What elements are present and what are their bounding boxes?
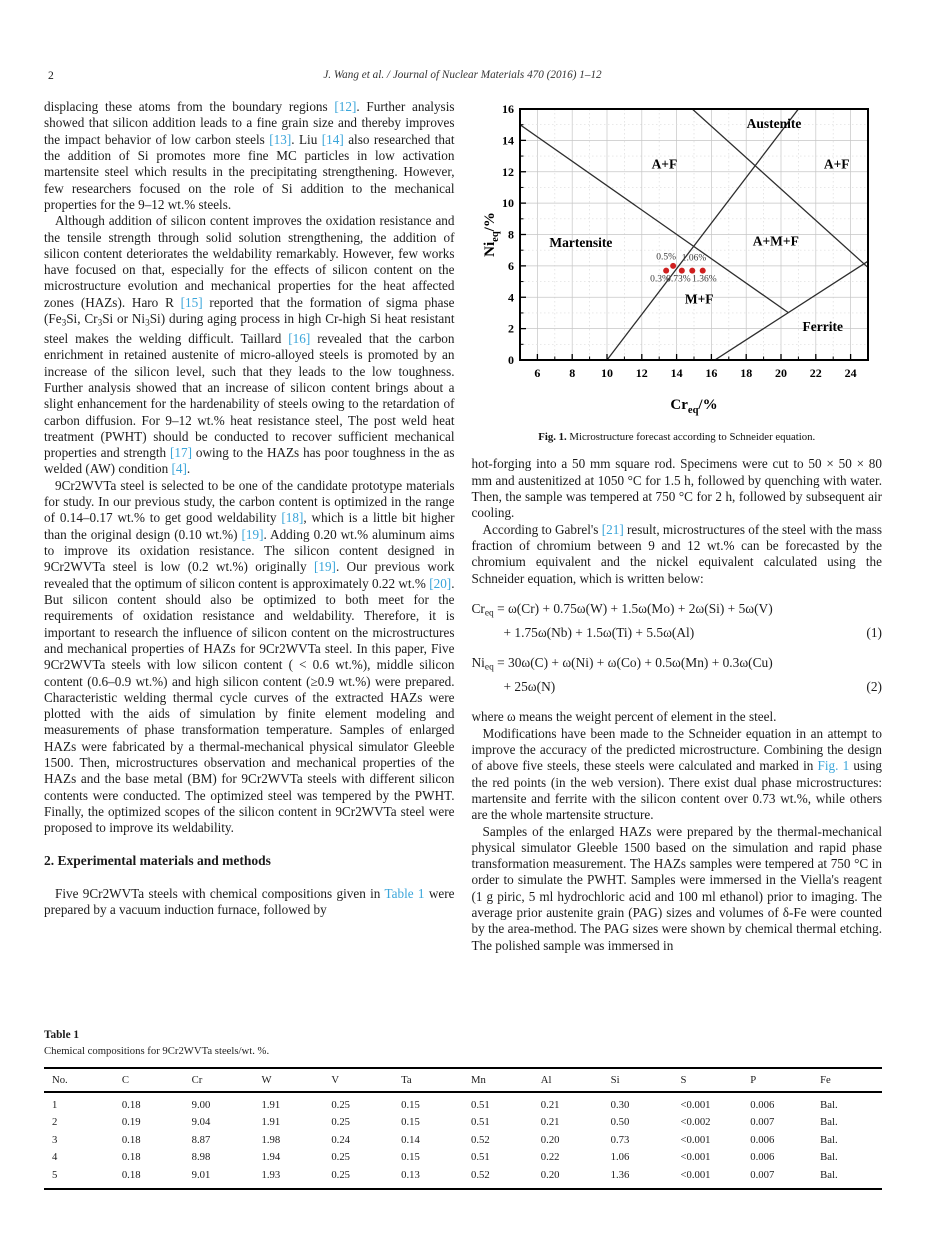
table-cell: 0.73: [610, 1133, 630, 1146]
svg-text:18: 18: [739, 366, 752, 380]
equation-continuation: + 1.75ω(Nb) + 1.5ω(Ti) + 5.5ω(Al): [503, 624, 695, 640]
paragraph: [472, 824, 883, 955]
equation-line: [472, 679, 883, 695]
equation-line: [472, 601, 883, 622]
text-segment: 3: [61, 317, 67, 328]
citation-link[interactable]: [20]: [429, 575, 452, 591]
citation-link[interactable]: Fig. 1: [817, 758, 850, 774]
figure-caption: [472, 431, 883, 444]
svg-text:A+F: A+F: [651, 156, 678, 172]
svg-text:Austenite: Austenite: [746, 115, 802, 131]
svg-text:Ferrite: Ferrite: [802, 318, 843, 334]
table-cell: <0.001: [680, 1168, 711, 1181]
table-cell: 0.21: [540, 1116, 560, 1129]
table-cell: 0.19: [121, 1116, 141, 1129]
table-cell: 0.22: [540, 1151, 560, 1164]
svg-text:16: 16: [705, 366, 718, 380]
table-cell: 0.51: [470, 1099, 490, 1111]
table-cell: 9.00: [191, 1099, 211, 1111]
table-row: [44, 1092, 882, 1114]
svg-text:6: 6: [534, 366, 541, 380]
table-cell: 1.98: [261, 1133, 281, 1146]
table-label: Table 1: [44, 1029, 80, 1041]
table-cell: Bal.: [820, 1133, 838, 1146]
equation-2: [472, 655, 883, 695]
column-header: W: [261, 1074, 272, 1086]
figure-caption-text: Microstructure forecast according to Schneider equation.: [566, 431, 816, 444]
text-segment: 3: [145, 317, 150, 328]
text-segment: Modifications have been made to the Schneider equation in an attempt to improve the accuracy of the predicted microstructure. Combining the design of above five steels, these steels were calculated and marked in: [471, 725, 882, 774]
svg-text:4: 4: [507, 290, 514, 305]
table-cell: 0.24: [331, 1133, 351, 1146]
table-cell: <0.001: [680, 1151, 711, 1164]
text-segment: . Further analysis showed that silicon addition leads to a fine grain size and thereby improves the impact behavior of low carbon steels: [44, 99, 455, 147]
table-cell: 0.52: [470, 1168, 490, 1181]
table-cell: 1.91: [261, 1116, 281, 1129]
citation-link[interactable]: [19]: [241, 526, 264, 542]
citation-link[interactable]: [14]: [321, 131, 344, 147]
citation-link[interactable]: [19]: [313, 559, 336, 575]
citation-link[interactable]: [13]: [269, 131, 292, 147]
right-column: [472, 99, 883, 954]
svg-text:1.36%: 1.36%: [691, 274, 717, 285]
citation-link[interactable]: [16]: [288, 330, 311, 346]
svg-text:14: 14: [501, 133, 514, 148]
table-cell: 0.006: [750, 1099, 775, 1111]
text-segment: eq: [484, 662, 494, 673]
table-cell: 0.18: [121, 1133, 141, 1146]
text-segment: Although addition of silicon content improves the oxidation resistance and the tensile strength through solid solution strengthening, the addition of silicon content deteriorates the weldability remarkably. However, few works have focused on that, especially for the effects of silicon content on the microstructure evolution and mechanical properties for the heat affected zones (HAZs). Haro R: [44, 213, 455, 310]
table-row: [44, 1166, 882, 1189]
svg-text:A+F: A+F: [823, 156, 850, 172]
paragraph: [472, 726, 883, 824]
text-segment: eq: [484, 608, 494, 619]
citation-link[interactable]: [12]: [334, 99, 357, 114]
text-segment: owing to the HAZs has poor toughness in the as welded (AW) condition: [44, 445, 455, 477]
text-segment: where ω means the weight percent of element in the steel.: [471, 709, 777, 725]
paragraph: [472, 456, 883, 521]
text-segment: result, microstructures of the steel with the mass fraction of chromium between 9 and 12 wt.% can be forecasted by the chromium equivalent and the nickel equivalent calculated using the Schneider equation, which is written below:: [471, 521, 882, 586]
svg-text:6: 6: [507, 258, 514, 273]
svg-text:20: 20: [774, 366, 787, 380]
table-cell: 1.91: [261, 1099, 281, 1111]
column-header: No.: [52, 1074, 68, 1086]
svg-text:10: 10: [600, 366, 613, 380]
table-cell: 1.36: [610, 1168, 630, 1181]
table-cell: 0.30: [610, 1099, 630, 1111]
table-cell: 0.25: [331, 1116, 351, 1129]
column-header: Ta: [401, 1074, 412, 1086]
column-header: C: [121, 1074, 129, 1086]
table-1-block: [44, 1029, 882, 1190]
table-cell: Bal.: [820, 1099, 838, 1111]
table-cell: 1: [52, 1099, 58, 1111]
text-segment: Ni: [471, 655, 485, 671]
table-row: [44, 1114, 882, 1131]
citation-link[interactable]: [17]: [169, 445, 192, 461]
svg-text:10: 10: [501, 196, 514, 211]
table-cell: 9.04: [191, 1116, 211, 1129]
svg-text:M+F: M+F: [684, 291, 714, 307]
section-heading: 2. Experimental materials and methods: [44, 852, 271, 868]
paragraph: [472, 709, 883, 725]
table-cell: <0.001: [680, 1099, 711, 1111]
table-cell: Bal.: [820, 1116, 838, 1129]
svg-text:1.06%: 1.06%: [681, 253, 707, 264]
table-cell: Bal.: [820, 1168, 838, 1181]
svg-text:12: 12: [635, 366, 648, 380]
svg-text:2: 2: [507, 321, 514, 336]
text-segment: According to Gabrel's: [482, 521, 602, 537]
text-segment: Si) during aging process in high Cr-high Si heat resistant steel makes the welding difficult. Taillard: [44, 311, 455, 346]
equation-number: (1): [866, 624, 882, 640]
column-header: P: [750, 1074, 757, 1086]
text-segment: 3: [97, 317, 103, 328]
table-cell: 3: [52, 1133, 58, 1146]
text-segment: .: [186, 461, 191, 477]
svg-text:0: 0: [507, 353, 514, 367]
text-segment: were prepared by a vacuum induction furnace, followed by: [44, 885, 455, 918]
table-cell: Bal.: [820, 1151, 838, 1164]
text-segment: using the red points (in the web version). There exist dual phase microstructures: martensite and ferrite with the silicon content over 0.73 wt.%, while others are the whole martensite structure.: [471, 758, 883, 823]
paragraph: [44, 99, 455, 213]
table-cell: 0.20: [540, 1133, 560, 1146]
table-cell: 0.20: [540, 1168, 560, 1181]
table-cell: 5: [52, 1168, 58, 1181]
table-cell: 0.15: [401, 1151, 420, 1164]
table-cell: 0.18: [121, 1099, 141, 1111]
table-cell: 9.01: [191, 1168, 211, 1181]
figure-label: Fig. 1.: [538, 431, 567, 444]
text-segment: . Liu: [291, 131, 322, 147]
fig1-svg: [482, 101, 872, 417]
text-segment: = 30ω(C) + ω(Ni) + ω(Co) + 0.5ω(Mn) + 0.3ω(Cu): [493, 655, 773, 671]
text-segment: . But silicon content should also be optimized to both meet for the requirements of oxidation resistance and weldability. Therefore, it is important to research the influence of silicon content on the microstructures and mechanical properties of HAZs for 9Cr2WVTa steel. In this paper, Five 9Cr2WVTa steels with low silicon content ( < 0.6 wt.%), middle silicon content (0.6–0.9 wt.%) and high silicon content (≥0.9 wt.%) were prepared. Characteristic welding thermal cycle curves of the extracted HAZs were plotted with the aids of simulation by finite element modeling and measurements of phase transformation temperature. Samples of enlarged HAZs were fabricated by a thermal-mechanical physical simulator Gleeble 1500. Then, microstructures observation and mechanical properties of the HAZs and the base metal (BM) for 9Cr2WVTa steels with different silicon contents were conducted. The optimized steel was tempered by the PWHT. Finally, the optimized scopes of the silicon content in 9Cr2WVTa steel were proposed to improve its weldability.: [44, 575, 455, 836]
table-cell: 0.007: [750, 1116, 775, 1129]
table-cell: 2: [52, 1116, 58, 1129]
paragraph: [44, 478, 455, 837]
table-caption: Chemical compositions for 9Cr2WVTa steels/wt. %.: [44, 1045, 270, 1057]
text-segment: . Adding 0.20 wt.% aluminum aims to improve its oxidation resistance. The silicon content designed in 9Cr2WVTa steel is low (0.2 wt.%) originally: [44, 526, 455, 575]
table-cell: 0.13: [401, 1168, 420, 1181]
left-column: [44, 99, 455, 954]
figure-1: [472, 101, 883, 444]
citation-link[interactable]: Table 1: [384, 885, 425, 901]
column-header: V: [331, 1074, 340, 1086]
table-cell: 0.51: [470, 1116, 490, 1129]
table-cell: 0.25: [331, 1151, 351, 1164]
svg-text:0.73%: 0.73%: [665, 274, 691, 285]
svg-text:0.3%: 0.3%: [649, 274, 670, 285]
table-cell: 0.21: [540, 1099, 560, 1111]
text-segment: 9Cr2WVTa steel is selected to be one of the candidate prototype materials for study. In our previous study, the carbon content is optimized in the range of 0.14–0.17 wt.% to get good weldability: [44, 477, 455, 526]
table-cell: <0.002: [680, 1116, 711, 1129]
equation-number: (2): [866, 679, 882, 694]
equation-1: [472, 601, 883, 641]
text-segment: Samples of the enlarged HAZs were prepared by the thermal-mechanical physical simulator Gleeble 1500 based on the simulation and rapid phase transformation measurement. The HAZs samples were tempered at 750 °C in order to simulate the PWHT. Samples were immersed in the Viella's reagent (1 g piric, 5 ml hydrochloric acid and 100 ml ethanol) prior to imaging. The average prior austenite grain (PAG) sizes and volumes of δ-Fe were counted by the area-method. The PAG sizes were shown by chemical thermal etching. The polished sample was immersed in: [471, 823, 882, 953]
table-row: [44, 1148, 882, 1165]
svg-text:8: 8: [507, 227, 514, 242]
text-segment: Si, Cr: [66, 311, 98, 327]
text-segment: displacing these atoms from the boundary regions: [44, 99, 335, 114]
text-segment: = ω(Cr) + 0.75ω(W) + 1.5ω(Mo) + 2ω(Si) + 5ω(V): [493, 600, 773, 616]
table-cell: 4: [52, 1151, 58, 1164]
svg-text:A+M+F: A+M+F: [752, 233, 799, 249]
svg-text:Creq/%: $Cr_{eq}/\%$: [670, 397, 718, 416]
text-segment: Cr: [471, 600, 485, 616]
table-cell: 0.006: [750, 1151, 775, 1164]
table-cell: 0.15: [401, 1099, 420, 1111]
column-header: Si: [610, 1074, 620, 1086]
running-head: J. Wang et al. / Journal of Nuclear Materials 470 (2016) 1–12: [323, 69, 602, 81]
table-cell: 8.98: [191, 1151, 211, 1164]
svg-text:Martensite: Martensite: [549, 235, 613, 251]
text-segment: hot-forging into a 50 mm square rod. Specimens were cut to 50 × 50 × 80 mm and austenitized at 1050 °C for 1.5 h, followed by quenching with water. Then, the sample was tempered at 750 °C for 2 h, followed by subsequent air cooling.: [471, 456, 882, 521]
table-cell: 0.18: [121, 1151, 141, 1164]
table-header-row: [44, 1068, 882, 1092]
column-header: Mn: [470, 1074, 486, 1086]
paragraph: [44, 886, 455, 919]
text-segment: revealed that the carbon enrichment in retained austenite of micro-alloyed steels is promoted by an increase of the silicon level, such that they leads to the low toughness. Further analysis showed that an increase of silicon content brings about a slight enhancement for the hardenability of steels owing to the retardation of carbon diffusion. For 9–12 wt.% heat resistance steel, The post weld heat treatment (PWHT) should be conducted to recover sufficient mechanical properties and strength: [44, 330, 455, 461]
column-header: Al: [540, 1074, 552, 1086]
citation-link[interactable]: [18]: [281, 510, 304, 526]
table-cell: <0.001: [680, 1133, 711, 1146]
svg-text:14: 14: [670, 366, 683, 380]
table-cell: 0.52: [470, 1133, 490, 1146]
text-segment: Si or Ni: [102, 311, 146, 327]
table-cell: 0.14: [401, 1133, 420, 1146]
page-number: 2: [48, 69, 54, 82]
table-cell: 0.50: [610, 1116, 630, 1129]
text-segment: reported that the formation of sigma phase (Fe: [44, 294, 455, 327]
svg-text:16: 16: [501, 102, 514, 116]
table-cell: 1.94: [261, 1151, 281, 1164]
text-segment: also researched that the addition of Si promotes more fine MC particles in low activation martensite steel which results in the precipitating strengthening. However, few researchers focused on the role of Si addition to the mechanical properties for the 9–12 wt.% steels.: [44, 131, 455, 212]
svg-text:Nieq/%: $Ni_{eq}/\%$: [481, 212, 501, 257]
table-cell: 0.006: [750, 1133, 775, 1146]
table-cell: 0.25: [331, 1099, 351, 1111]
table-cell: 8.87: [191, 1133, 211, 1146]
table-cell: 0.007: [750, 1168, 775, 1181]
citation-link[interactable]: [21]: [601, 521, 624, 537]
svg-text:12: 12: [501, 164, 514, 179]
chemical-compositions-table: [44, 1067, 882, 1190]
text-segment: . Our previous work revealed that the optimum of silicon content is approximately 0.22 wt.%: [44, 559, 455, 591]
table-cell: 1.93: [261, 1168, 281, 1181]
content-columns: [44, 99, 882, 954]
citation-link[interactable]: [15]: [180, 294, 203, 310]
table-cell: 0.15: [401, 1116, 420, 1129]
column-header: S: [680, 1074, 687, 1086]
paragraph: [472, 522, 883, 587]
svg-text:0.5%: 0.5%: [656, 252, 676, 263]
citation-link[interactable]: [4]: [171, 461, 187, 477]
equation-line: [472, 625, 883, 641]
phase-diagram-chart: [482, 101, 872, 421]
table-cell: 0.25: [331, 1168, 351, 1181]
svg-text:8: 8: [568, 366, 575, 380]
svg-text:24: 24: [844, 366, 857, 380]
table-cell: 0.51: [470, 1151, 490, 1164]
table-cell: 1.06: [610, 1151, 630, 1164]
column-header: Fe: [820, 1074, 831, 1086]
page-header: [44, 69, 881, 85]
equation-continuation: + 25ω(N): [503, 679, 556, 694]
table-row: [44, 1131, 882, 1148]
text-segment: , which is a little bit higher than the original design (0.10 wt.%): [44, 510, 455, 542]
svg-text:22: 22: [809, 366, 822, 380]
table-cell: 0.18: [121, 1168, 141, 1181]
column-header: Cr: [191, 1074, 203, 1086]
paragraph: [44, 213, 455, 478]
equation-line: [472, 655, 883, 676]
text-segment: Five 9Cr2WVTa steels with chemical compositions given in: [55, 885, 385, 901]
